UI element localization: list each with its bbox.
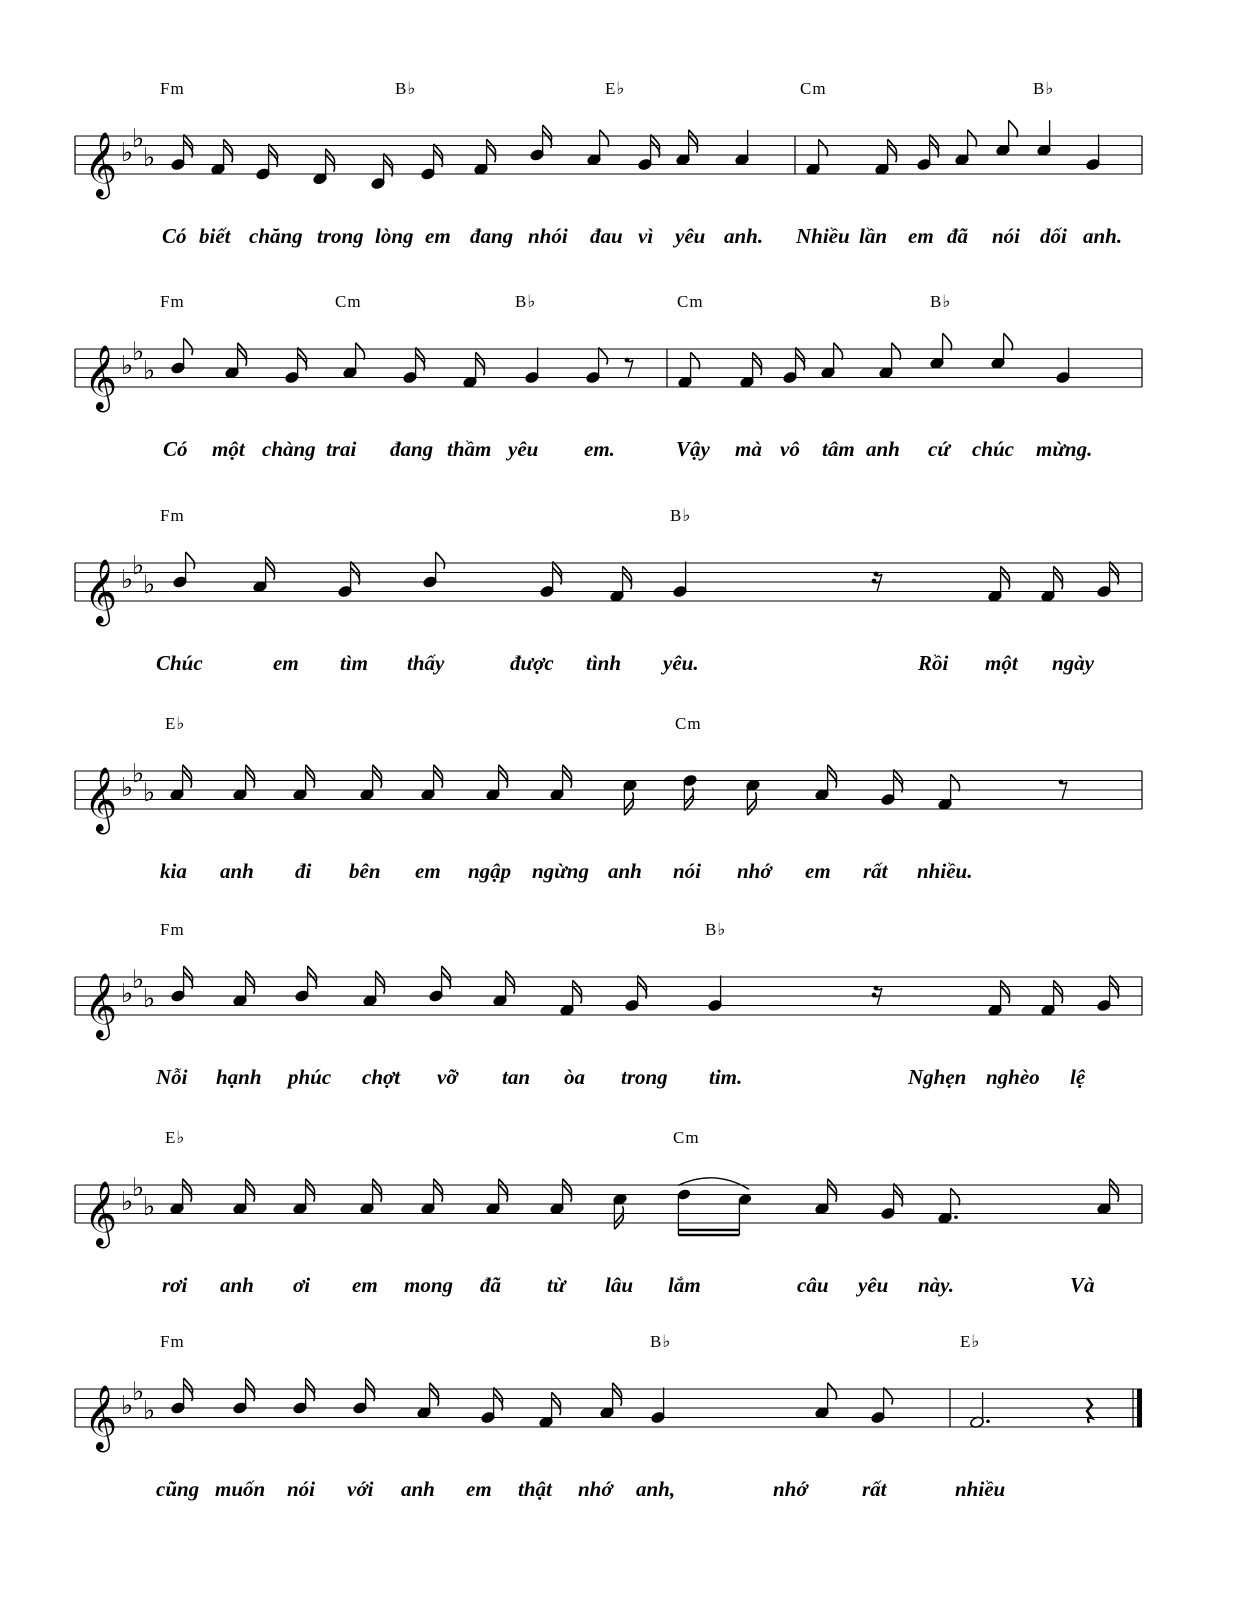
lyric-syllable: hạnh [216,1065,262,1089]
key-signature-flat-icon: ♭ [121,138,134,168]
note-flag [884,1388,893,1405]
note [1040,980,1062,1017]
lyric-syllable: em [466,1477,492,1501]
lyric-syllable: anh [608,859,642,883]
note [880,1184,902,1221]
augmentation-dot [954,1215,958,1219]
note [782,348,804,385]
key-signature-flat-icon: ♭ [143,777,156,808]
lyric-syllable: nhiều. [917,859,973,883]
chord-symbol: E♭ [165,714,186,733]
note-flag [819,139,828,156]
lyric-syllable: đã [947,224,968,248]
note [734,130,749,167]
lyric-syllable: lâu [605,1273,634,1297]
note [524,348,539,385]
augmentation-dot [986,1419,990,1423]
lyric-syllable: đau [590,224,623,248]
note [232,971,254,1008]
key-signature-flat-icon: ♭ [143,1191,156,1222]
note-flag [600,130,609,147]
note [462,352,484,389]
lyric-syllable: nhiều [955,1477,1006,1501]
note [675,130,697,167]
lyric-syllable: đã [480,1273,501,1297]
lyric-syllable: nhớ [737,859,772,883]
note [1096,562,1118,599]
lyric-syllable: kia [160,859,187,883]
note [169,1179,191,1216]
note [1040,566,1062,603]
lyric-syllable: anh [220,859,254,883]
chord-symbol: Fm [160,292,185,311]
lyric-syllable: một [985,651,1018,675]
lyric-syllable: Rồi [918,651,949,675]
treble-clef-icon: 𝄞 [84,1181,118,1246]
key-signature-flat-icon: ♭ [132,1376,145,1407]
note [292,1179,314,1216]
note [312,149,334,186]
lyric-syllable: em [273,651,299,675]
note-flag [951,1188,960,1205]
lyric-syllable: ngừng [532,859,589,883]
note-flag [356,343,365,360]
note [677,352,699,389]
key-signature-flat-icon: ♭ [143,569,156,600]
lyric-syllable: thấy [407,651,445,675]
note [609,566,631,603]
lyric-syllable: phúc [288,1065,332,1089]
chord-symbol: B♭ [670,506,692,525]
note [255,144,277,181]
note [1085,135,1100,172]
lyric-syllable: yêu. [663,651,699,675]
staff-system [75,506,1142,675]
note [232,1378,254,1415]
lyric-syllable: trong [621,1065,668,1089]
note [585,348,607,385]
note [559,980,581,1017]
lyric-syllable: đang [390,437,434,461]
lyric-syllable: vỡ [437,1065,458,1089]
key-signature-flat-icon: ♭ [132,964,145,995]
rest [1087,1398,1092,1423]
note [682,774,697,811]
note [814,1179,836,1216]
treble-clef-icon: 𝄞 [84,1385,118,1450]
lyric-syllable: nói [287,1477,316,1501]
lyric-syllable: anh [220,1273,254,1297]
lyric-syllable: vô [780,437,800,461]
note [232,1179,254,1216]
key-signature-flat-icon: ♭ [143,355,156,386]
note [870,1388,892,1425]
lyric-syllable: nghèo [986,1065,1040,1089]
note [878,343,900,380]
note [352,1378,374,1415]
note [624,976,646,1013]
treble-clef-icon: 𝄞 [84,767,118,832]
key-signature-flat-icon: ♭ [121,773,134,803]
note [880,770,902,807]
lyric-syllable: với [347,1477,374,1501]
note [402,348,424,385]
note [284,348,306,385]
rest-stem [1062,782,1067,800]
treble-clef-icon: 𝄞 [84,973,118,1038]
note [292,1378,314,1415]
lyric-syllable: yêu [508,437,539,461]
lyric-syllable: nói [992,224,1021,248]
note [170,966,192,1003]
note [292,765,314,802]
lyric-syllable: vì [638,224,654,248]
lyric-syllable: cũng [156,1477,200,1501]
lyric-syllable: ơi [293,1273,311,1297]
chord-symbol: Cm [677,292,704,311]
lyric-syllable: yêu [675,224,706,248]
note [492,971,514,1008]
key-signature-flat-icon: ♭ [121,1187,134,1217]
note [549,765,571,802]
lyric-syllable: tìm [340,651,369,675]
note [362,971,384,1008]
note [549,1179,571,1216]
note [937,1188,959,1225]
lyric-syllable: rất [863,859,888,883]
lyric-syllable: Vậy [676,437,710,461]
lyric-syllable: thật [518,1477,552,1501]
key-signature-flat-icon: ♭ [121,565,134,595]
lyric-syllable: ngày [1052,651,1094,675]
lyric-syllable: lắm [668,1273,701,1297]
note [420,765,442,802]
note [342,343,364,380]
note [995,120,1017,157]
lyric-syllable: em [425,224,451,248]
lyric-syllable: này. [918,1273,954,1297]
treble-clef-icon: 𝄞 [84,132,118,197]
note [1036,120,1051,157]
lyric-syllable: trong [317,224,364,248]
lyric-syllable: trai [326,437,357,461]
note [1055,348,1070,385]
note [707,976,722,1013]
note-flag [1009,120,1018,137]
note [359,1179,381,1216]
lyric-syllable: em. [584,437,615,461]
rest-stem [628,360,633,378]
lyric-syllable: nhớ [578,1477,613,1501]
note [539,562,561,599]
lyric-syllable: tan [502,1065,531,1089]
slur [678,1178,749,1189]
lyric-syllable: Có [163,437,188,461]
lyric-syllable: anh. [1083,224,1123,248]
note [485,1179,507,1216]
lyric-syllable: từ [547,1273,566,1297]
key-signature-flat-icon: ♭ [121,979,134,1009]
note [820,343,842,380]
lyric-syllable: òa [564,1065,585,1089]
lyric-syllable: Có [162,224,187,248]
note [650,1388,665,1425]
lyric-syllable: tim. [709,1065,743,1089]
lyric-syllable: ngập [468,859,512,883]
key-signature-flat-icon: ♭ [132,758,145,789]
note [420,144,442,181]
note [805,139,827,176]
staff-system [75,1332,1142,1501]
lyric-syllable: lần [859,224,888,248]
chord-symbol: B♭ [515,292,537,311]
note [916,135,938,172]
lyric-syllable: anh [866,437,900,461]
lyric-syllable: mong [404,1273,454,1297]
lyric-syllable: anh. [724,224,764,248]
lyric-syllable: Nỗi [156,1065,188,1089]
lyric-syllable: em [908,224,934,248]
key-signature-flat-icon: ♭ [121,351,134,381]
note [1096,1179,1118,1216]
chord-symbol: Fm [160,506,185,525]
note-flag [1004,333,1013,350]
staff-system [75,292,1142,461]
lyric-syllable: Và [1070,1273,1095,1297]
lyric-syllable: một [212,437,245,461]
note [420,1179,442,1216]
lyric-syllable: chúc [972,437,1014,461]
note [990,333,1012,370]
chord-symbol: B♭ [705,920,727,939]
lyric-syllable: nhớ [773,1477,808,1501]
note [480,1388,502,1425]
lyric-syllable: thầm [447,437,492,461]
lyric-syllable: đi [295,859,312,883]
chord-symbol: B♭ [650,1332,672,1351]
staff-system [75,1128,1142,1297]
note [622,779,637,816]
note-flag [436,552,445,569]
lyric-syllable: chợt [362,1065,401,1089]
note [954,130,976,167]
note [745,779,760,816]
chord-symbol: E♭ [165,1128,186,1147]
chord-symbol: E♭ [960,1332,981,1351]
note [739,352,761,389]
note [224,343,246,380]
note [252,557,274,594]
note [428,966,450,1003]
note [814,1383,836,1420]
note [232,765,254,802]
lyric-syllable: dối [1040,224,1067,248]
quarter-rest-icon [1087,1398,1092,1423]
note [538,1392,560,1429]
note-flag [968,130,977,147]
note [612,1193,627,1230]
key-signature-flat-icon: ♭ [121,1391,134,1421]
note [937,774,959,811]
lyric-syllable: lệ [1070,1065,1086,1089]
note-flag [828,1383,837,1400]
note [929,333,951,370]
staff-system [75,79,1142,248]
lyric-syllable: Nhiều [796,224,850,248]
note [294,966,316,1003]
lyric-syllable: câu [797,1273,829,1297]
note [416,1383,438,1420]
lyric-syllable: được [510,651,554,675]
note [172,552,194,589]
staff-system [75,920,1142,1089]
note [1096,976,1118,1013]
lyric-syllable: muốn [215,1477,266,1501]
note-flag [691,352,700,369]
chord-symbol: Fm [160,920,185,939]
note [422,552,444,589]
chord-symbol: Fm [160,79,185,98]
lyric-syllable: nói [673,859,702,883]
lyric-syllable: em [415,859,441,883]
lyric-syllable: Nghẹn [908,1065,967,1089]
lyric-syllable: rơi [162,1273,188,1297]
final-barline-thick [1137,1389,1142,1427]
lyric-syllable: mừng. [1036,437,1093,461]
note [814,765,836,802]
lyric-syllable: tình [586,651,622,675]
lyric-syllable: rất [862,1477,887,1501]
note [586,130,608,167]
lyric-syllable: anh, [636,1477,676,1501]
lyric-syllable: đang [470,224,514,248]
note-flag [834,343,843,360]
beamed-note-group [676,1178,752,1235]
note [969,1392,989,1429]
lyric-syllable: yêu [858,1273,889,1297]
key-signature-flat-icon: ♭ [143,1395,156,1426]
treble-clef-icon: 𝄞 [84,559,118,624]
note [874,139,896,176]
note [987,566,1009,603]
note [637,135,659,172]
lyric-syllable: bên [349,859,381,883]
note [170,135,192,172]
note [987,980,1009,1017]
chord-symbol: B♭ [395,79,417,98]
lyric-syllable: chăng [249,224,303,248]
lyric-syllable: nhói [528,224,568,248]
key-signature-flat-icon: ♭ [132,336,145,367]
note [599,1383,621,1420]
lyric-syllable: mà [735,437,762,461]
note [473,139,495,176]
chord-symbol: Cm [675,714,702,733]
note-flag [943,333,952,350]
note [359,765,381,802]
staff-system [75,714,1142,883]
chord-symbol: B♭ [1033,79,1055,98]
lyric-syllable: cứ [928,437,950,461]
note [170,338,192,375]
note [672,562,687,599]
lyric-syllable: biết [199,224,231,248]
lyric-syllable: lòng [375,224,414,248]
note-flag [892,343,901,360]
lyric-syllable: em [352,1273,378,1297]
note-flag [599,348,608,365]
key-signature-flat-icon: ♭ [143,983,156,1014]
treble-clef-icon: 𝄞 [84,345,118,410]
note [169,765,191,802]
lyric-syllable: em [805,859,831,883]
note [337,562,359,599]
lyric-syllable: tâm [822,437,855,461]
note-flag [186,552,195,569]
key-signature-flat-icon: ♭ [132,550,145,581]
lyric-syllable: chàng [262,437,316,461]
chord-symbol: Cm [673,1128,700,1147]
chord-symbol: Fm [160,1332,185,1351]
note [485,765,507,802]
note-flag [951,774,960,791]
note [210,139,232,176]
chord-symbol: E♭ [605,79,626,98]
key-signature-flat-icon: ♭ [143,142,156,173]
note [529,125,551,162]
chord-symbol: Cm [335,292,362,311]
lyric-syllable: Chúc [156,651,203,675]
note-flag [184,338,193,355]
key-signature-flat-icon: ♭ [132,123,145,154]
note [370,154,392,191]
note [170,1378,192,1415]
chord-symbol: Cm [800,79,827,98]
chord-symbol: B♭ [930,292,952,311]
lyric-syllable: anh [401,1477,435,1501]
key-signature-flat-icon: ♭ [132,1172,145,1203]
